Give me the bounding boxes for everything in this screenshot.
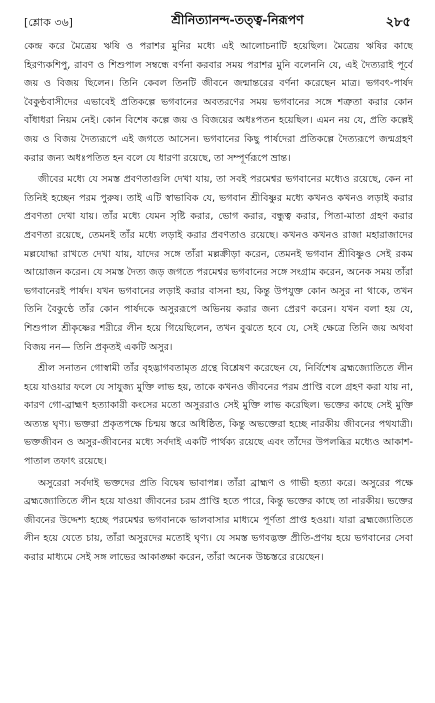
paragraph-4: অসুরেরা সর্বদাই ভক্তদের প্রতি বিদ্বেষ ভাবাপন্ন। তাঁরা ব্রাহ্মণ ও গাভী হত্যা করে। অসুরের পক্ষে ব্রহ্মজ্যোতিতে লীন হয়ে যাওয়া জীবনের চরম প্রাপ্তি হতে পারে, কিন্তু ভক্তের কাছে তা নারকীয়। ভক্তের জীবনের উদ্দেশ্য হচ্ছে পরমেশ্বর ভগবানকে ভালবাসার মাধ্যমে পূর্ণতা প্রাপ্ত হওয়া। যারা ব্রহ্মজ্যোতিতে লীন হয়ে যেতে চায়, তাঁরা অসুরদের মতোই ঘৃণ্য। যে সমস্ত ভগবদ্ভক্ত প্রীতি-প্রণয় হয়ে ভগবানের সেবা করার মাধ্যমে সেই সঙ্গ লাভের আকাঙ্ক্ষা করেন, তাঁরা অনেক উচ্চস্তরে রয়েছেন। xyxy=(24,477,413,564)
page-number: ২৮৫ xyxy=(385,15,411,30)
page-header xyxy=(24,12,411,38)
chapter-title: শ্রীনিত্যানন্দ-তত্ত্ব-নিরূপণ xyxy=(171,12,304,27)
page-body xyxy=(24,38,413,695)
paragraph-1: কেন্দ্র করে মৈত্রেয় ঋষি ও পরাশর মুনির মধ্যে এই আলোচনাটি হয়েছিল। মৈত্রেয় ঋষির কাছে হিরণ্যকশিপু, রাবণ ও শিশুপাল সম্বন্ধে বর্ণনা করবার সময় পরাশর মুনি বলেননি যে, এই দৈত্যরাই পূর্বে জয় ও বিজয় ছিলেন। তিনি কেবল তিনটি জীবনে জন্মান্তরের বর্ণনা করেছেন মাত্র। ভগবৎ-পার্ষদ বৈকুণ্ঠবাসীদের এভাবেই প্রতিকল্পে ভগবানের অবতরণের সময় ভগবানের সঙ্গে শত্রুতা করার কোন বাঁধাধরা নিয়ম নেই। কোন বিশেষ কল্পে জয় ও বিজয়ের অধঃপতন হয়েছিল। এমন নয় যে, প্রতি কল্পেই জয় ও বিজয় দৈত্যরূপে এই জগতে আসেন। ভগবানের কিছু পার্ষদেরা প্রতিকল্পে দৈত্যরূপে জন্মগ্রহণ করার জন্য অধঃপতিত হন বলে যে ধারণা রয়েছে, তা সম্পূর্ণরূপে ভ্রান্ত। xyxy=(24,41,413,164)
verse-reference: [শ্লোক ৩৬] xyxy=(24,16,73,29)
paragraph-3: শ্রীল সনাতন গোস্বামী তাঁর বৃহদ্ভাগবতামৃত গ্রন্থে বিশ্লেষণ করেছেন যে, নির্বিশেষ ব্রহ্মজ্যোতিতে লীন হয়ে যাওয়ার ফলে যে সাযুজ্য মুক্তি লাভ হয়, তাকে কখনও জীবনের পরম প্রাপ্তি বলে গ্রহণ করা যায় না, কারণ গো-ব্রাহ্মণ হত্যাকারী কংসের মতো অসুররাও সেই মুক্তি লাভ করেছিল। ভক্তের কাছে সেই মুক্তি অত্যন্ত ঘৃণ্য। ভক্তরা প্রকৃতপক্ষে চিন্ময় স্তরে অধিষ্ঠিত, কিন্তু অভক্তেরা হচ্ছে নারকীয় জীবনের পথযাত্রী। ভক্তজীবন ও অসুর-জীবনের মধ্যে সর্বদাই একটি পার্থক্য রয়েছে এবং তাঁদের উপলব্ধির মধ্যেও আকাশ-পাতাল তফাৎ রয়েছে। xyxy=(24,363,413,468)
paragraph-2: জীবের মধ্যে যে সমস্ত প্রবণতাগুলি দেখা যায়, তা সবই পরমেশ্বর ভগবানের মধ্যেও রয়েছে, কেন না তিনিই হচ্ছেন পরম পুরুষ। তাই এটি স্বাভাবিক যে, ভগবান শ্রীবিষ্ণুর মধ্যে কখনও কখনও লড়াই করার প্রবণতা দেখা যায়। তাঁর মধ্যে যেমন সৃষ্টি করার, ভোগ করার, বন্ধুত্ব করার, পিতা-মাতা গ্রহণ করার প্রবণতা রয়েছে, তেমনই তাঁর মধ্যে লড়াই করার প্রবণতাও রয়েছে। কখনও কখনও রাজা মহারাজাদের মল্লযোদ্ধা রাখতে দেখা যায়, যাদের সঙ্গে তাঁরা মল্লক্রীড়া করেন, তেমনই ভগবান শ্রীবিষ্ণুও সেই রকম আয়োজন করেন। যে সমস্ত দৈত্য জড় জগতে পরমেশ্বর ভগবানের সঙ্গে সংগ্রাম করেন, অনেক সময় তাঁরা ভগবানেরই পার্ষদ। যখন ভগবানের লড়াই করার বাসনা হয়, কিন্তু উপযুক্ত কোন অসুর না থাকে, তখন তিনি বৈকুণ্ঠে তাঁর কোন পার্ষদকে অসুররূপে অভিনয় করার জন্য প্রেরণ করেন। যখন বলা হয় যে, শিশুপাল শ্রীকৃষ্ণের শরীরে লীন হয়ে গিয়েছিলেন, তখন বুঝতে হবে যে, সেই ক্ষেত্রে তিনি জয় অথবা বিজয় নন— তিনি প্রকৃতই একটি অসুর। xyxy=(24,174,413,353)
